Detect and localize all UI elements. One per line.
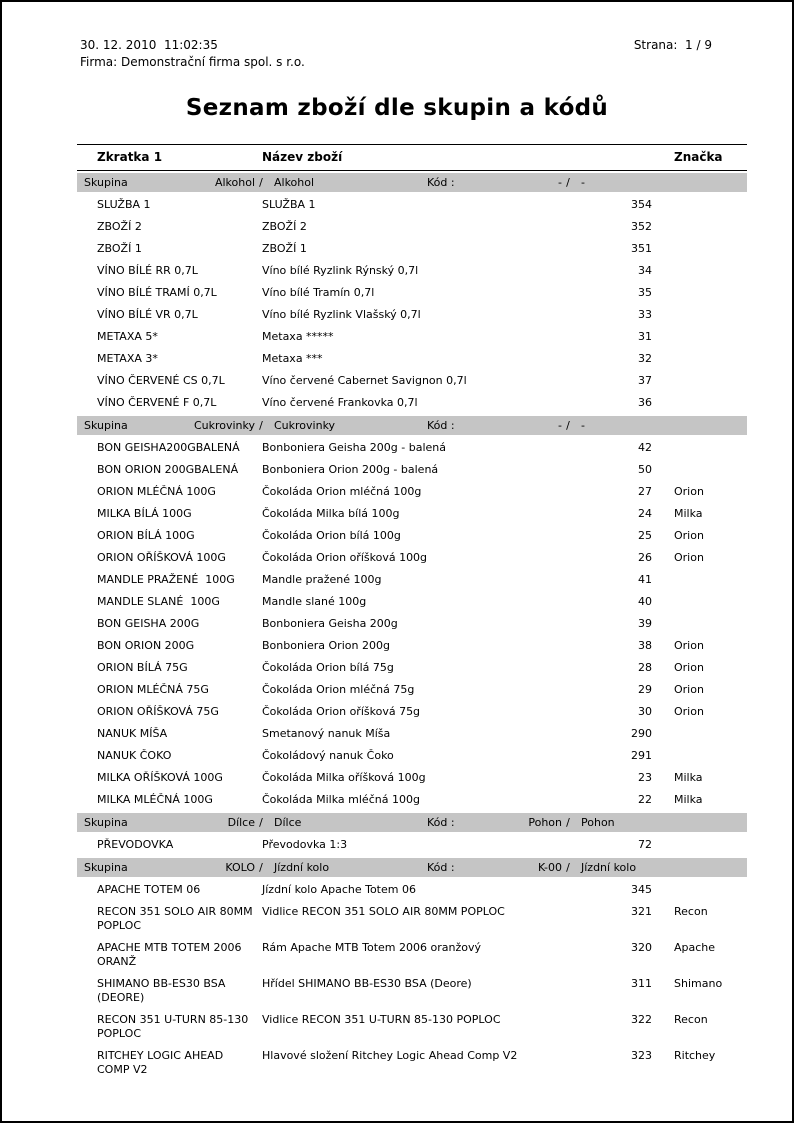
cell-nazev: SLUŽBA 1 (262, 198, 316, 211)
cell-znacka: Recon (674, 905, 708, 918)
table-row (77, 503, 747, 525)
table-row (77, 789, 747, 811)
cell-number: 25 (638, 529, 652, 542)
group-abbr: Alkohol (214, 176, 255, 189)
cell-zkratka: MILKA BÍLÁ 100G (97, 507, 192, 520)
cell-number: 40 (638, 595, 652, 608)
table-row (77, 194, 747, 216)
report-title: Seznam zboží dle skupin a kódů (185, 95, 609, 121)
cell-znacka: Orion (674, 529, 704, 542)
report-datetime: 30. 12. 2010 11:02:35 (80, 38, 218, 52)
company-line: Firma: Demonstrační firma spol. s r.o. (80, 55, 305, 69)
separator: / (566, 419, 570, 432)
cell-znacka: Ritchey (674, 1049, 716, 1062)
cell-number: 72 (638, 838, 652, 851)
report-table-body (77, 173, 747, 1081)
cell-nazev: Čokoláda Orion bílá 100g (262, 529, 401, 542)
table-row (77, 569, 747, 591)
cell-nazev: Metaxa *** (262, 352, 323, 365)
table-row (77, 745, 747, 767)
cell-number: 31 (638, 330, 652, 343)
cell-znacka: Orion (674, 683, 704, 696)
separator: / (259, 816, 263, 829)
cell-nazev: Vidlice RECON 351 SOLO AIR 80MM POPLOC (262, 905, 505, 918)
table-row (77, 1045, 747, 1081)
cell-zkratka: MANDLE SLANÉ 100G (97, 595, 220, 608)
cell-nazev: ZBOŽÍ 1 (262, 242, 307, 255)
table-row (77, 260, 747, 282)
cell-zkratka: METAXA 5* (97, 330, 158, 343)
table-row (77, 834, 747, 856)
table-row (77, 392, 747, 414)
cell-number: 29 (638, 683, 652, 696)
cell-znacka: Recon (674, 1013, 708, 1026)
group-header-row (77, 813, 747, 832)
cell-zkratka: METAXA 3* (97, 352, 158, 365)
table-row (77, 973, 747, 1009)
cell-zkratka: APACHE MTB TOTEM 2006 ORANŽ (97, 941, 245, 968)
separator: / (259, 419, 263, 432)
table-row (77, 481, 747, 503)
cell-number: 38 (638, 639, 652, 652)
cell-number: 351 (631, 242, 652, 255)
group-header-row (77, 858, 747, 877)
cell-zkratka: VÍNO ČERVENÉ F 0,7L (97, 396, 217, 409)
group-code-name: - (581, 176, 585, 189)
cell-nazev: Rám Apache MTB Totem 2006 oranžový (262, 941, 481, 954)
group-name: Cukrovinky (274, 419, 336, 432)
cell-number: 323 (631, 1049, 652, 1062)
group-abbr: KOLO (225, 861, 255, 874)
separator: / (566, 861, 570, 874)
cell-nazev: ZBOŽÍ 2 (262, 220, 307, 233)
cell-number: 34 (638, 264, 652, 277)
group-code: Pohon (528, 816, 562, 829)
cell-number: 345 (631, 883, 652, 896)
cell-number: 24 (638, 507, 652, 520)
cell-number: 30 (638, 705, 652, 718)
cell-nazev: Víno červené Frankovka 0,7l (262, 396, 418, 409)
cell-zkratka: RECON 351 U-TURN 85-130 POPLOC (97, 1013, 252, 1040)
cell-number: 50 (638, 463, 652, 476)
table-row (77, 1009, 747, 1045)
cell-zkratka: ZBOŽÍ 2 (97, 220, 142, 233)
cell-zkratka: BON GEISHA 200G (97, 617, 200, 630)
cell-number: 321 (631, 905, 652, 918)
cell-number: 37 (638, 374, 652, 387)
group-abbr: Cukrovinky (193, 419, 255, 432)
cell-zkratka: SHIMANO BB-ES30 BSA (DEORE) (97, 977, 229, 1004)
group-code: - (558, 419, 562, 432)
cell-nazev: Čokoláda Orion bílá 75g (262, 661, 394, 674)
table-row (77, 216, 747, 238)
cell-zkratka: BON ORION 200G (97, 639, 195, 652)
cell-zkratka: VÍNO BÍLÉ TRAMÍ 0,7L (97, 286, 217, 299)
cell-number: 311 (631, 977, 652, 990)
column-header-znacka: Značka (674, 150, 723, 164)
cell-nazev: Čokoláda Milka bílá 100g (262, 507, 400, 520)
table-row (77, 723, 747, 745)
table-row (77, 326, 747, 348)
column-header-zkratka: Zkratka 1 (97, 150, 163, 164)
cell-znacka: Orion (674, 639, 704, 652)
page-number: Strana: 1 / 9 (633, 38, 712, 52)
cell-nazev: Hřídel SHIMANO BB-ES30 BSA (Deore) (262, 977, 472, 990)
column-header-nazev: Název zboží (262, 150, 343, 164)
table-row (77, 348, 747, 370)
cell-number: 322 (631, 1013, 652, 1026)
group-header-row (77, 416, 747, 435)
cell-number: 35 (638, 286, 652, 299)
cell-number: 354 (631, 198, 652, 211)
table-row (77, 767, 747, 789)
table-row (77, 525, 747, 547)
code-label: Kód : (427, 861, 455, 874)
cell-nazev: Víno bílé Ryzlink Rýnský 0,7l (262, 264, 419, 277)
cell-number: 33 (638, 308, 652, 321)
table-row (77, 282, 747, 304)
report-table (77, 144, 747, 1081)
cell-nazev: Převodovka 1:3 (262, 838, 348, 851)
cell-zkratka: ORION OŘÍŠKOVÁ 100G (97, 551, 226, 564)
cell-number: 32 (638, 352, 652, 365)
table-row (77, 459, 747, 481)
group-label: Skupina (84, 419, 128, 432)
cell-number: 28 (638, 661, 652, 674)
group-name: Alkohol (274, 176, 315, 189)
separator: / (259, 861, 263, 874)
cell-nazev: Bonboniera Orion 200g - balená (262, 463, 439, 476)
cell-zkratka: ORION OŘÍŠKOVÁ 75G (97, 705, 219, 718)
cell-znacka: Milka (674, 771, 703, 784)
group-abbr: Dílce (227, 816, 255, 829)
cell-nazev: Bonboniera Geisha 200g - balená (262, 441, 447, 454)
separator: / (566, 816, 570, 829)
group-code-name: Pohon (581, 816, 615, 829)
cell-zkratka: SLUŽBA 1 (97, 198, 151, 211)
cell-zkratka: MILKA OŘÍŠKOVÁ 100G (97, 771, 223, 784)
cell-number: 352 (631, 220, 652, 233)
page-meta (80, 38, 712, 53)
cell-number: 26 (638, 551, 652, 564)
cell-nazev: Vidlice RECON 351 U-TURN 85-130 POPLOC (262, 1013, 501, 1026)
cell-zkratka: BON GEISHA200GBALENÁ (97, 441, 240, 454)
cell-zkratka: RECON 351 SOLO AIR 80MM POPLOC (97, 905, 257, 932)
cell-zkratka: ORION MLÉČNÁ 75G (97, 683, 209, 696)
cell-number: 39 (638, 617, 652, 630)
code-label: Kód : (427, 176, 455, 189)
cell-zkratka: ORION BÍLÁ 75G (97, 661, 188, 674)
table-row (77, 657, 747, 679)
code-label: Kód : (427, 816, 455, 829)
table-row (77, 547, 747, 569)
cell-number: 291 (631, 749, 652, 762)
cell-zkratka: MILKA MLÉČNÁ 100G (97, 793, 213, 806)
cell-zkratka: ORION BÍLÁ 100G (97, 529, 195, 542)
cell-nazev: Víno bílé Ryzlink Vlašský 0,7l (262, 308, 421, 321)
cell-number: 22 (638, 793, 652, 806)
cell-nazev: Čokoládový nanuk Čoko (262, 749, 394, 762)
cell-nazev: Čokoláda Milka oříšková 100g (262, 771, 426, 784)
cell-nazev: Hlavové složení Ritchey Logic Ahead Comp V2 (262, 1049, 518, 1062)
column-header-number (572, 150, 652, 164)
table-row (77, 437, 747, 459)
cell-number: 23 (638, 771, 652, 784)
table-row (77, 591, 747, 613)
table-row (77, 238, 747, 260)
cell-nazev: Čokoláda Orion oříšková 75g (262, 705, 421, 718)
cell-nazev: Čokoláda Orion mléčná 100g (262, 485, 422, 498)
cell-number: 36 (638, 396, 652, 409)
cell-nazev: Metaxa ***** (262, 330, 334, 343)
table-row (77, 370, 747, 392)
code-label: Kód : (427, 419, 455, 432)
cell-znacka: Orion (674, 485, 704, 498)
separator: / (566, 176, 570, 189)
cell-znacka: Orion (674, 661, 704, 674)
table-row (77, 879, 747, 901)
cell-number: 290 (631, 727, 652, 740)
group-name: Jízdní kolo (274, 861, 330, 874)
group-header-row (77, 173, 747, 192)
group-code-name: - (581, 419, 585, 432)
cell-number: 320 (631, 941, 652, 954)
cell-znacka: Shimano (674, 977, 723, 990)
cell-nazev: Bonboniera Geisha 200g (262, 617, 398, 630)
group-code: K-00 (537, 861, 562, 874)
cell-zkratka: PŘEVODOVKA (97, 838, 174, 851)
cell-zkratka: NANUK MÍŠA (97, 727, 168, 740)
group-label: Skupina (84, 176, 128, 189)
table-row (77, 901, 747, 937)
group-label: Skupina (84, 816, 128, 829)
group-code-name: Jízdní kolo (581, 861, 637, 874)
cell-nazev: Čokoláda Orion oříšková 100g (262, 551, 428, 564)
table-row (77, 679, 747, 701)
group-label: Skupina (84, 861, 128, 874)
cell-number: 42 (638, 441, 652, 454)
cell-number: 41 (638, 573, 652, 586)
cell-nazev: Bonboniera Orion 200g (262, 639, 390, 652)
table-header-row (77, 144, 747, 171)
cell-zkratka: BON ORION 200GBALENÁ (97, 463, 239, 476)
cell-nazev: Víno červené Cabernet Savignon 0,7l (262, 374, 467, 387)
cell-zkratka: MANDLE PRAŽENÉ 100G (97, 573, 235, 586)
cell-nazev: Mandle pražené 100g (262, 573, 382, 586)
cell-nazev: Víno bílé Tramín 0,7l (262, 286, 375, 299)
cell-znacka: Milka (674, 507, 703, 520)
cell-nazev: Jízdní kolo Apache Totem 06 (262, 883, 416, 896)
cell-zkratka: ORION MLÉČNÁ 100G (97, 485, 216, 498)
separator: / (259, 176, 263, 189)
cell-znacka: Orion (674, 705, 704, 718)
cell-zkratka: APACHE TOTEM 06 (97, 883, 201, 896)
cell-znacka: Orion (674, 551, 704, 564)
table-row (77, 613, 747, 635)
cell-zkratka: VÍNO BÍLÉ VR 0,7L (97, 308, 198, 321)
table-row (77, 635, 747, 657)
cell-nazev: Mandle slané 100g (262, 595, 367, 608)
cell-nazev: Čokoláda Orion mléčná 75g (262, 683, 415, 696)
cell-number: 27 (638, 485, 652, 498)
table-row (77, 701, 747, 723)
cell-znacka: Apache (674, 941, 716, 954)
group-code: - (558, 176, 562, 189)
cell-znacka: Milka (674, 793, 703, 806)
cell-zkratka: RITCHEY LOGIC AHEAD COMP V2 (97, 1049, 227, 1076)
cell-zkratka: VÍNO ČERVENÉ CS 0,7L (97, 374, 225, 387)
group-name: Dílce (274, 816, 302, 829)
cell-nazev: Smetanový nanuk Míša (262, 727, 391, 740)
cell-zkratka: ZBOŽÍ 1 (97, 242, 142, 255)
cell-zkratka: NANUK ČOKO (97, 749, 172, 762)
table-row (77, 937, 747, 973)
cell-zkratka: VÍNO BÍLÉ RR 0,7L (97, 264, 198, 277)
table-row (77, 304, 747, 326)
cell-nazev: Čokoláda Milka mléčná 100g (262, 793, 420, 806)
